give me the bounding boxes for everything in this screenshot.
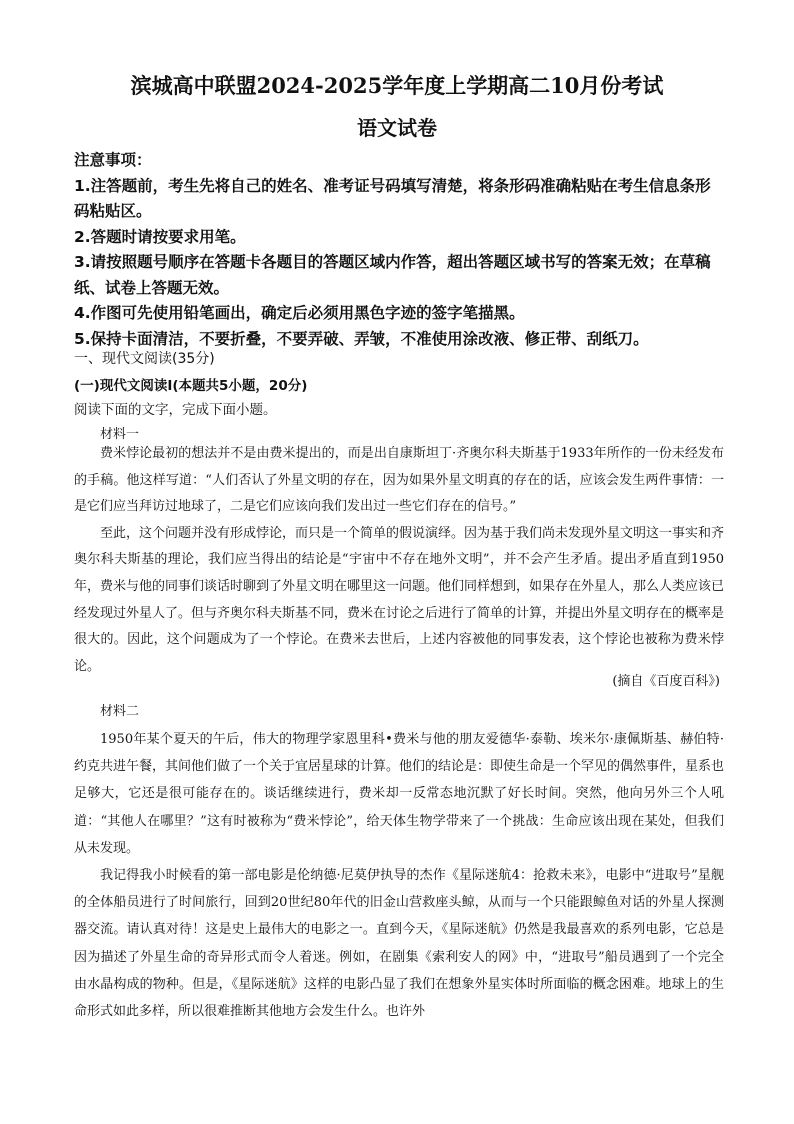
material2-paragraph-1: 1950年某个夏天的午后，伟大的物理学家恩里科•费米与他的朋友爱德华·泰勒、埃米尔·康佩斯基、赫伯特·约克共进午餐，其间他们做了一个关于宜居星球的计算。他们的结论是：即使生命是一个罕见的偶然事件，星系也足够大，它还是很可能存在的。谈话继续进行，费米却一反常态地沉默了好长时间。突然，他向另外三个人吼道：“其他人在哪里？”这有时被称为“费米悖论”，给天体生物学带来了一个挑战：生命应该出现在某处，但我们从未发现。	[74, 732, 725, 856]
notes-heading: 注意事项：	[74, 151, 152, 169]
note-item-2: 2.答题时请按要求用笔。	[74, 227, 246, 246]
material1-label: 材料一	[100, 427, 140, 442]
material1-paragraph-2: 至此，这个问题并没有形成悖论，而只是一个简单的假说演绎。因为基于我们尚未发现外星文明这一事实和齐奥尔科夫斯基的理论，我们应当得出的结论是“宇宙中不存在地外文明”，并不会产生矛盾。提出矛盾直到1950年，费米与他的同事们谈话时聊到了外星文明在哪里这一问题。他们同样想到，如果存在外星人，那么人类应该已经发现过外星人了。但与齐奥尔科夫斯基不同，费米在讨论之后进行了简单的计算，并提出外星文明存在的概率是很大的。因此，这个问题成为了一个悖论。在费米去世后，上述内容被他的同事发表，这个悖论也被称为费米悖论。	[74, 525, 725, 674]
notes-block	[74, 148, 724, 352]
material1-paragraph-1: 费米悖论最初的想法并不是由费米提出的，而是出自康斯坦丁·齐奥尔科夫斯基于1933年所作的一份未经发布的手稿。他这样写道：“人们否认了外星文明的存在，因为如果外星文明真的存在的话，应该会发生两件事情：一是它们应当拜访过地球了，二是它们应该向我们发出过一些它们存在的信号。”	[74, 446, 724, 515]
material1-body	[74, 441, 724, 680]
material2-body	[74, 726, 724, 1025]
note-item-3: 3.请按照题号顺序在答题卡各题目的答题区域内作答，超出答题区域书写的答案无效；在草稿纸、试卷上答题无效。	[74, 253, 711, 297]
subsection-title: (一)现代文阅读Ⅰ(本题共5小题，20分)	[74, 378, 308, 394]
material1-source: (摘自《百度百科》)	[612, 674, 720, 689]
exam-subtitle: 语文试卷	[357, 116, 437, 140]
note-item-5: 5.保持卡面清洁，不要折叠，不要弄破、弄皱，不准使用涂改液、修正带、刮纸刀。	[74, 329, 649, 348]
note-item-4: 4.作图可先使用铅笔画出，确定后必须用黑色字迹的签字笔描黑。	[74, 304, 525, 322]
exam-title: 滨城高中联盟2024-2025学年度上学期高二10月份考试	[130, 73, 664, 98]
material2-paragraph-2: 我记得我小时候看的第一部电影是伦纳德·尼莫伊执导的杰作《星际迷航4：抢救未来》，电影中“进取号”星舰的全体船员进行了时间旅行，回到20世纪80年代的旧金山营救座头鲸，从而与一个只能跟鲸鱼对话的外星人探测器交流。请认真对待！这是史上最伟大的电影之一。直到今天，《星际迷航》仍然是我最喜欢的系列电影，它总是因为描述了外星生命的奇异形式而令人着迷。例如，在剧集《索利安人的网》中，“进取号”船员遇到了一个完全由水晶构成的物种。但是，《星际迷航》这样的电影凸显了我们在想象外星实体时所面临的概念困难。地球上的生命形式如此多样，所以很难推断其他地方会发生什么。也许外	[74, 868, 724, 1020]
instruction-text: 阅读下面的文字，完成下面小题。	[74, 402, 277, 418]
material2-label: 材料二	[100, 704, 140, 719]
note-item-1: 1.注答题前，考生先将自己的姓名、准考证号码填写清楚，将条形码准确粘贴在考生信息条形码粘贴区。	[74, 176, 711, 220]
section-title: 一、现代文阅读(35分)	[74, 351, 215, 367]
